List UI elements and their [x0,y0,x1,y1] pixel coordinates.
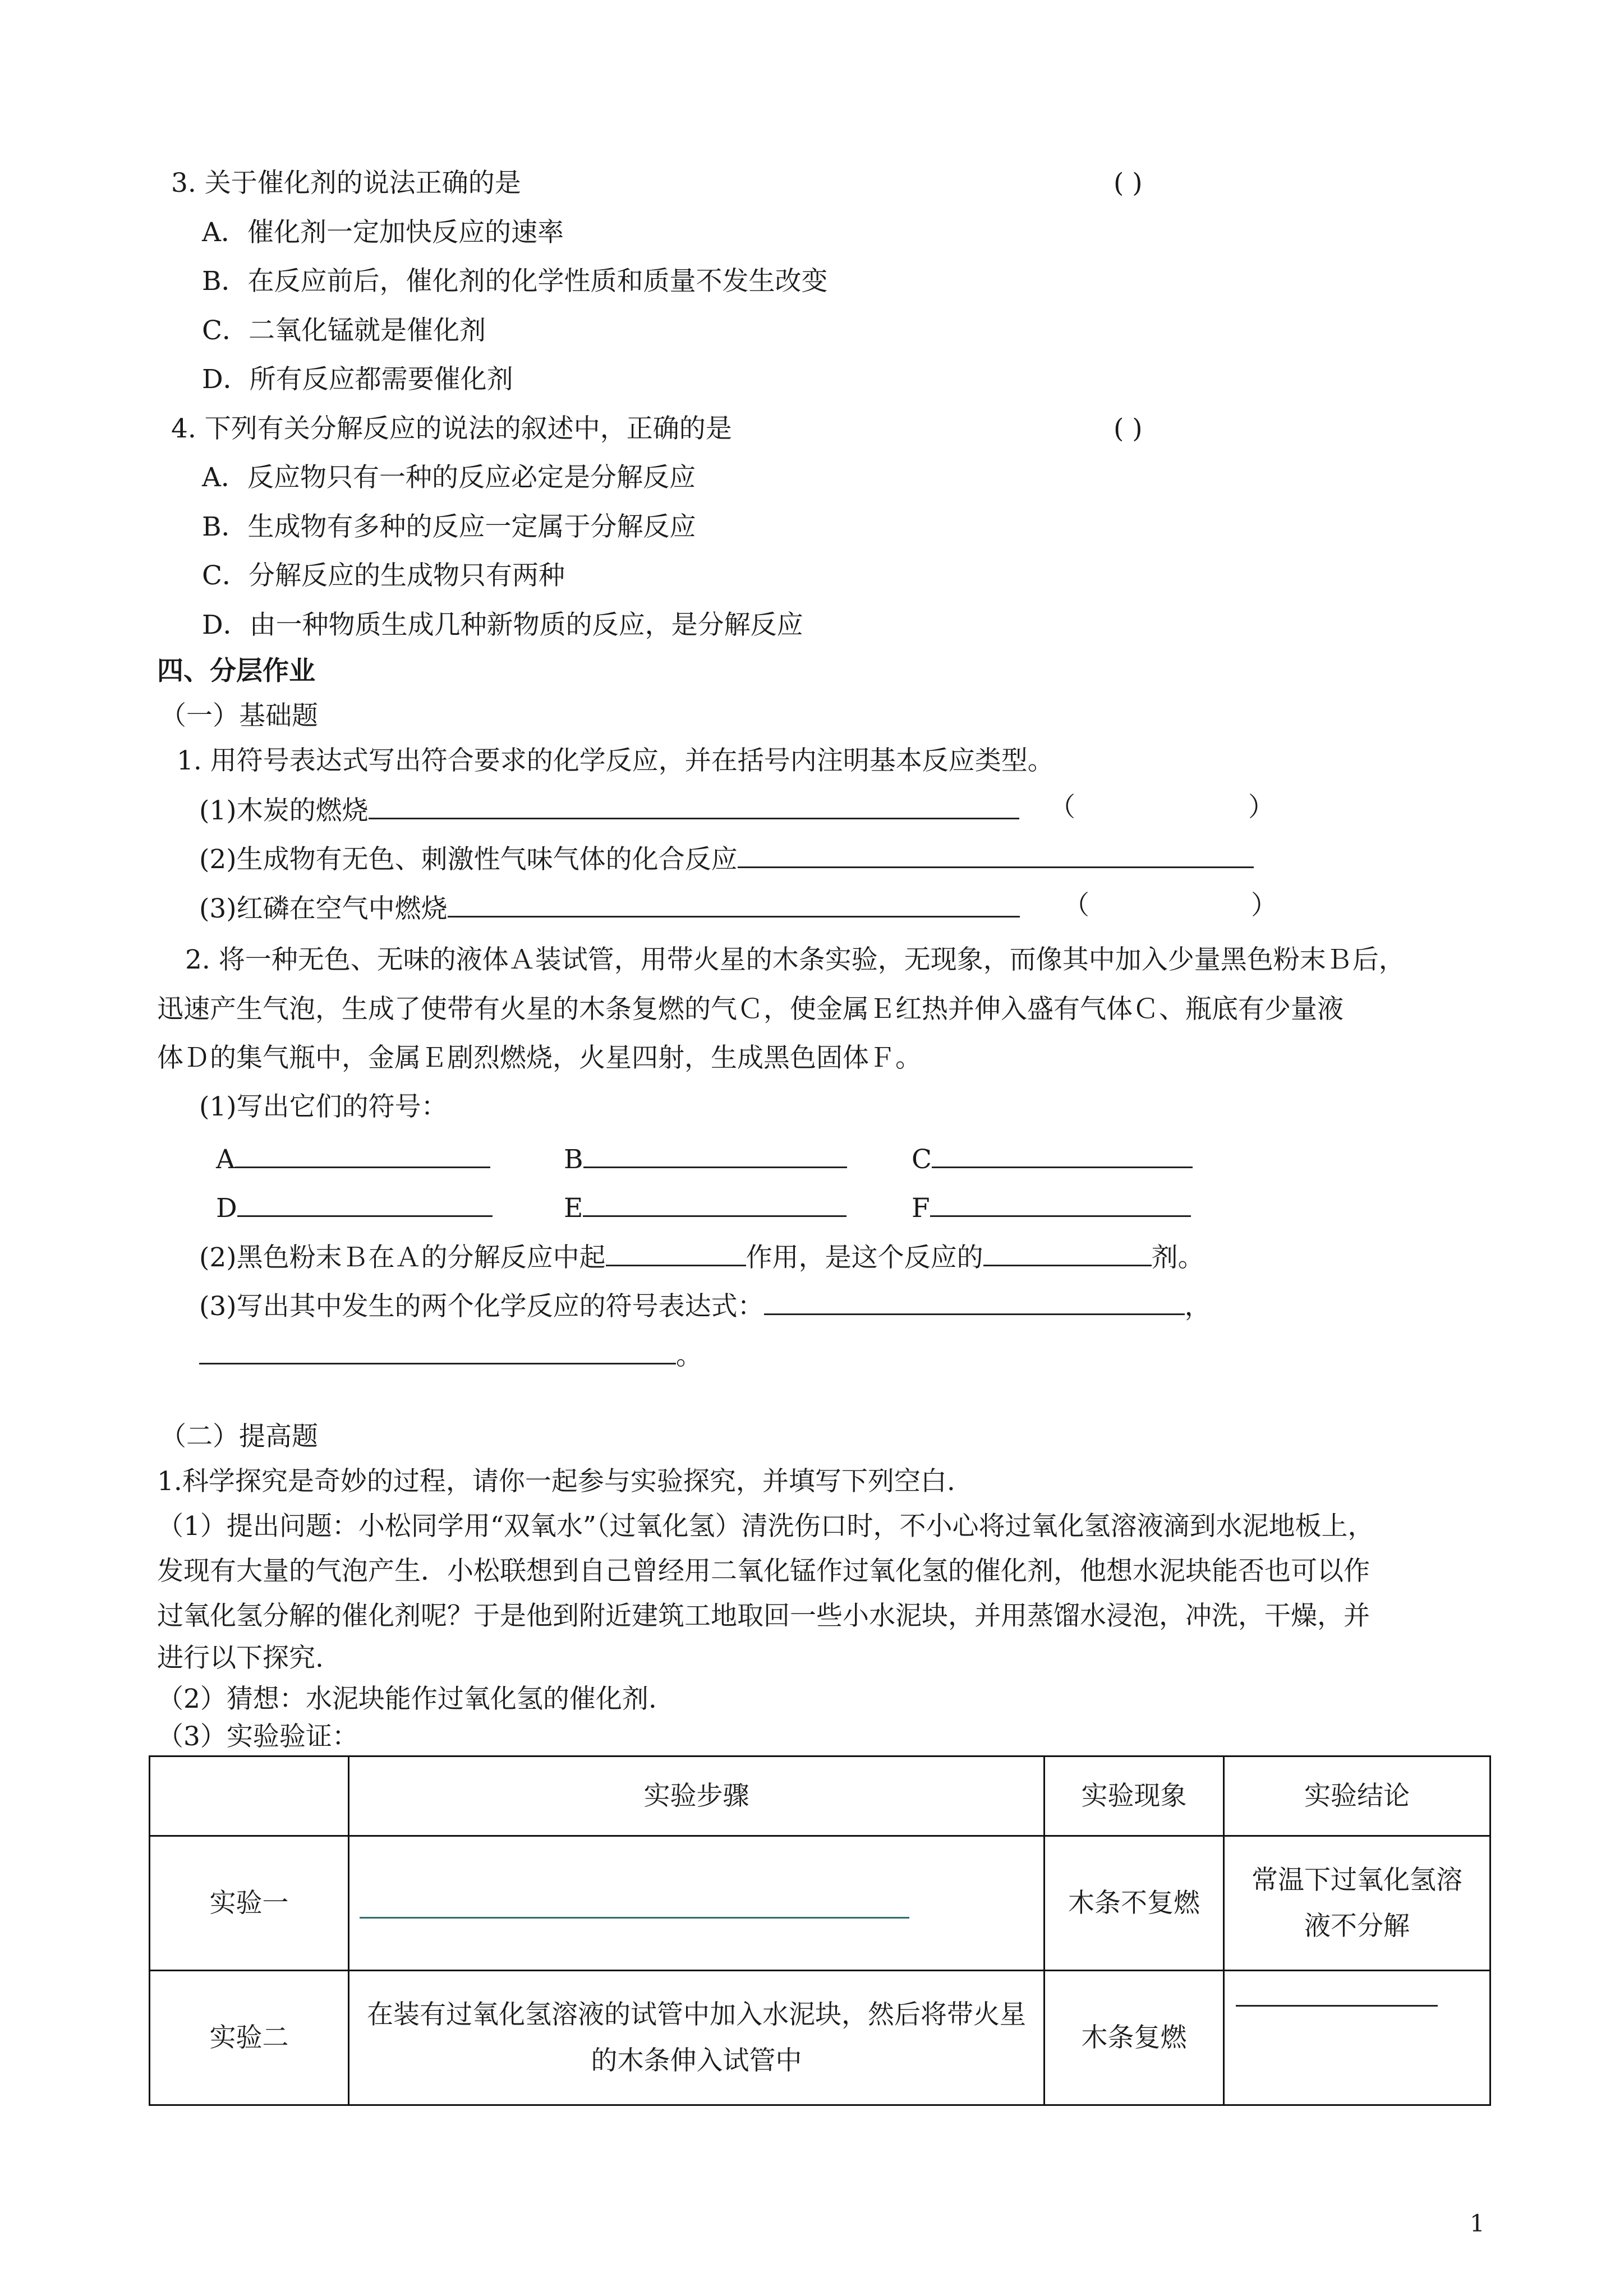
table-row [150,1836,1490,1971]
q4-option-d: D．由一种物质生成几种新物质的反应，是分解反应 [202,610,803,640]
comma: ， [1184,1291,1211,1322]
basic-q1-item3-label: (3)红磷在空气中燃烧 [199,893,448,924]
symbol-label: F [912,1193,930,1224]
reaction-type-paren-left: （ [1049,792,1075,823]
q4-answer-paren: ( ) [1114,413,1143,444]
q3-option-d: D．所有反应都需要催化剂 [202,364,513,395]
basic-q2-sub2-c: 剂。 [1151,1242,1204,1273]
q4-option-c: C．分解反应的生成物只有两种 [202,560,565,591]
q4-stem: 4. 下列有关分解反应的说法的叙述中，正确的是 [171,413,732,444]
symbol-c [912,1138,1193,1178]
answer-blank[interactable] [1236,1977,1438,2007]
advanced-line-3: 发现有大量的气泡产生．小松联想到自己曾经用二氧化锰作过氧化氢的催化剂，他想水泥块能否也可以作 [157,1556,1370,1587]
basic-q1-item1 [199,790,1019,829]
phenomenon-cell: 木条不复燃 [1045,1836,1224,1971]
q4-option-b: B．生成物有多种的反应一定属于分解反应 [202,511,696,542]
basic-q1-item2 [199,838,1254,878]
answer-blank[interactable] [930,1187,1191,1217]
q3-stem: 3. 关于催化剂的说法正确的是 [171,168,521,199]
symbol-label: A [216,1144,235,1175]
symbol-a [216,1138,490,1178]
answer-blank[interactable] [983,1237,1152,1266]
conclusion-cell: 常温下过氧化氢溶液不分解 [1224,1836,1490,1971]
advanced-section-title: （二）提高题 [160,1421,318,1452]
basic-q2-sub3 [199,1285,1211,1325]
reaction-type-paren-right: ） [1251,890,1277,921]
q3-option-b: B．在反应前后，催化剂的化学性质和质量不发生改变 [202,266,828,297]
basic-q2-sub2-a: (2)黑色粉末Ｂ在Ａ的分解反应中起 [199,1242,606,1273]
symbol-label: D [216,1193,237,1224]
reaction-type-paren-right: ） [1248,792,1275,823]
table-header-cell: 实验现象 [1045,1756,1224,1836]
q3-option-a: A．催化剂一定加快反应的速率 [202,217,564,248]
section-title: 四、分层作业 [157,656,315,686]
table-header-row [150,1756,1490,1836]
basic-q1-item2-label: (2)生成物有无色、刺激性气味气体的化合反应 [199,844,738,875]
table-header-cell: 实验结论 [1224,1756,1490,1836]
page-number: 1 [1470,2210,1485,2237]
answer-blank[interactable] [199,1335,676,1364]
q3-option-c: C．二氧化锰就是催化剂 [202,315,486,346]
symbol-d [216,1187,493,1227]
basic-q2-sub3-label: (3)写出其中发生的两个化学反应的符号表达式： [199,1291,764,1322]
basic-q2-sub2-b: 作用，是这个反应的 [746,1242,983,1273]
symbol-label: C [912,1144,932,1175]
basic-q2-line1: 2. 将一种无色、无味的液体Ａ装试管，用带火星的木条实验，无现象，而像其中加入少量黑色粉末Ｂ后， [185,944,1405,975]
reaction-type-paren-left: （ [1063,890,1089,921]
answer-blank[interactable] [764,1285,1185,1315]
answer-blank[interactable] [583,1187,846,1217]
basic-q2-sub1: (1)写出它们的符号： [199,1091,448,1122]
answer-blank[interactable] [606,1237,746,1266]
answer-blank[interactable] [235,1138,490,1168]
symbol-label: E [564,1193,583,1224]
basic-section-title: （一）基础题 [160,700,318,731]
symbol-e [564,1187,846,1227]
experiment-step-cell: 在装有过氧化氢溶液的试管中加入水泥块，然后将带火星的木条伸入试管中 [349,1971,1045,2105]
answer-blank[interactable] [448,888,1020,918]
advanced-line-7: （3）实验验证： [157,1721,358,1752]
basic-q2-sub3-line2 [199,1335,702,1374]
q4-option-a: A．反应物只有一种的反应必定是分解反应 [202,462,696,493]
basic-q2-line2: 迅速产生气泡，生成了使带有火星的木条复燃的气Ｃ，使金属Ｅ红热并伸入盛有气体Ｃ、瓶底有少量液 [157,994,1344,1025]
answer-blank[interactable] [932,1138,1193,1168]
advanced-line-1: 1.科学探究是奇妙的过程，请你一起参与实验探究，并填写下列空白. [157,1466,955,1497]
basic-q2-sub2 [199,1237,1204,1276]
phenomenon-cell: 木条复燃 [1045,1971,1224,2105]
experiment-name-cell: 实验一 [150,1836,349,1971]
symbol-f [912,1187,1191,1227]
advanced-line-2: （1）提出问题：小松同学用“双氧水”（过氧化氢）清洗伤口时，不小心将过氧化氢溶液滴到水泥地板上， [157,1511,1374,1542]
basic-q1-item1-label: (1)木炭的燃烧 [199,795,369,826]
advanced-line-5: 进行以下探究. [157,1643,324,1673]
table-row [150,1971,1490,2105]
symbol-label: B [564,1144,583,1175]
q3-answer-paren: ( ) [1114,168,1143,199]
answer-blank[interactable] [237,1187,493,1217]
answer-blank[interactable] [738,838,1254,868]
experiment-table [149,1755,1491,2106]
symbol-b [564,1138,847,1178]
period: 。 [676,1340,702,1371]
advanced-line-4: 过氧化氢分解的催化剂呢？于是他到附近建筑工地取回一些小水泥块，并用蒸馏水浸泡，冲洗，干燥，并 [157,1601,1370,1631]
basic-q2-line3: 体Ｄ的集气瓶中，金属Ｅ剧烈燃烧，火星四射，生成黑色固体Ｆ。 [157,1043,922,1073]
conclusion-cell [1224,1971,1490,2105]
answer-blank[interactable] [583,1138,847,1168]
answer-blank[interactable] [360,1888,909,1919]
answer-blank[interactable] [369,790,1019,819]
experiment-name-cell: 实验二 [150,1971,349,2105]
experiment-step-cell [349,1836,1045,1971]
table-header-cell: 实验步骤 [349,1756,1045,1836]
basic-q1-stem: 1. 用符号表达式写出符合要求的化学反应，并在括号内注明基本反应类型。 [177,745,1054,776]
basic-q1-item3 [199,888,1020,927]
advanced-line-6: （2）猜想：水泥块能作过氧化氢的催化剂. [157,1684,657,1714]
table-header-cell [150,1756,349,1836]
